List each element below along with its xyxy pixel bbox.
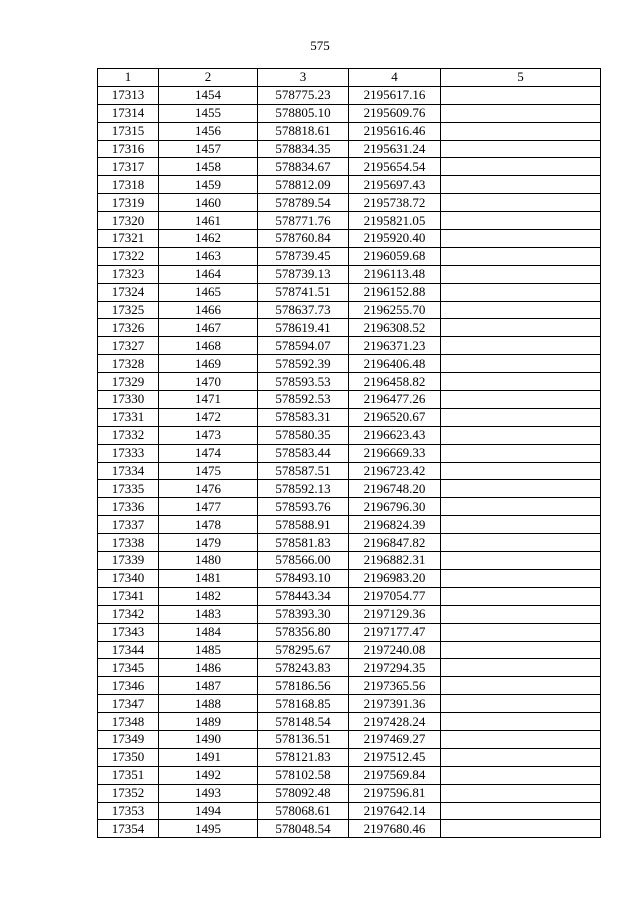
table-cell: 1480 <box>159 552 258 570</box>
table-cell: 1493 <box>159 784 258 802</box>
table-cell: 2196255.70 <box>349 301 441 319</box>
table-cell: 17349 <box>98 730 159 748</box>
table-cell: 578583.31 <box>258 408 349 426</box>
table-cell: 1470 <box>159 373 258 391</box>
table-cell <box>441 462 601 480</box>
table-row <box>98 212 601 230</box>
table-row <box>98 534 601 552</box>
table-cell: 1482 <box>159 587 258 605</box>
table-cell: 578637.73 <box>258 301 349 319</box>
table-row <box>98 426 601 444</box>
table-cell: 2197596.81 <box>349 784 441 802</box>
table-cell: 1474 <box>159 444 258 462</box>
table-cell: 17317 <box>98 158 159 176</box>
table-cell: 578834.35 <box>258 140 349 158</box>
table-cell <box>441 158 601 176</box>
table-cell <box>441 498 601 516</box>
table-cell: 17316 <box>98 140 159 158</box>
table-row <box>98 695 601 713</box>
table-cell: 1495 <box>159 820 258 838</box>
table-cell: 2196824.39 <box>349 516 441 534</box>
table-cell: 578583.44 <box>258 444 349 462</box>
table-cell: 578393.30 <box>258 605 349 623</box>
table-cell: 2196371.23 <box>349 337 441 355</box>
table-cell: 578092.48 <box>258 784 349 802</box>
table-cell: 578102.58 <box>258 766 349 784</box>
table-cell: 578593.76 <box>258 498 349 516</box>
table-cell <box>441 587 601 605</box>
table-cell: 578775.23 <box>258 86 349 104</box>
column-header: 3 <box>258 69 349 87</box>
table-cell: 17319 <box>98 194 159 212</box>
table-cell: 1463 <box>159 247 258 265</box>
table-cell: 2197177.47 <box>349 623 441 641</box>
table-cell <box>441 247 601 265</box>
table-cell: 17338 <box>98 534 159 552</box>
table-cell: 1490 <box>159 730 258 748</box>
table-cell: 1484 <box>159 623 258 641</box>
table-row <box>98 552 601 570</box>
table-cell: 2197365.56 <box>349 677 441 695</box>
table-cell: 1485 <box>159 641 258 659</box>
table-cell: 2196152.88 <box>349 283 441 301</box>
table-cell: 578580.35 <box>258 426 349 444</box>
table-cell: 578741.51 <box>258 283 349 301</box>
table-row <box>98 480 601 498</box>
table-cell <box>441 301 601 319</box>
table-cell: 1479 <box>159 534 258 552</box>
table-row <box>98 444 601 462</box>
table-cell: 2196882.31 <box>349 552 441 570</box>
table-cell: 578619.41 <box>258 319 349 337</box>
table-cell: 578168.85 <box>258 695 349 713</box>
table-cell: 17323 <box>98 265 159 283</box>
table-cell: 1454 <box>159 86 258 104</box>
table-row <box>98 623 601 641</box>
table-cell: 578592.39 <box>258 355 349 373</box>
table-cell: 1483 <box>159 605 258 623</box>
table-row <box>98 158 601 176</box>
table-cell <box>441 623 601 641</box>
table-cell: 578592.53 <box>258 391 349 409</box>
table-cell: 17346 <box>98 677 159 695</box>
table-cell: 17343 <box>98 623 159 641</box>
table-row <box>98 498 601 516</box>
table-cell: 2196847.82 <box>349 534 441 552</box>
table-cell: 17320 <box>98 212 159 230</box>
table-cell: 2197642.14 <box>349 802 441 820</box>
table-cell: 17347 <box>98 695 159 713</box>
table-cell <box>441 534 601 552</box>
table-cell <box>441 391 601 409</box>
table-cell: 2197469.27 <box>349 730 441 748</box>
table-cell: 1487 <box>159 677 258 695</box>
table-row <box>98 462 601 480</box>
table-cell <box>441 283 601 301</box>
table-cell <box>441 319 601 337</box>
table-cell <box>441 766 601 784</box>
table-row <box>98 194 601 212</box>
table-cell: 578760.84 <box>258 230 349 248</box>
table-cell: 578834.67 <box>258 158 349 176</box>
page-number: 575 <box>310 38 330 53</box>
table-row <box>98 122 601 140</box>
table-row <box>98 677 601 695</box>
table-cell: 17329 <box>98 373 159 391</box>
table-row <box>98 373 601 391</box>
table-cell <box>441 86 601 104</box>
table-row <box>98 301 601 319</box>
table-cell: 578739.45 <box>258 247 349 265</box>
table-cell: 17340 <box>98 569 159 587</box>
table-cell: 17315 <box>98 122 159 140</box>
table-cell: 2197569.84 <box>349 766 441 784</box>
table-cell: 578243.83 <box>258 659 349 677</box>
table-row <box>98 391 601 409</box>
table-cell: 578148.54 <box>258 713 349 731</box>
table-cell: 2195617.16 <box>349 86 441 104</box>
table-row <box>98 230 601 248</box>
table-cell: 17337 <box>98 516 159 534</box>
table-row <box>98 283 601 301</box>
table-row <box>98 730 601 748</box>
table-cell: 17341 <box>98 587 159 605</box>
table-cell: 578818.61 <box>258 122 349 140</box>
table-cell: 17353 <box>98 802 159 820</box>
table-cell: 1466 <box>159 301 258 319</box>
table-cell: 17335 <box>98 480 159 498</box>
table-cell: 2195654.54 <box>349 158 441 176</box>
table-cell: 2195821.05 <box>349 212 441 230</box>
column-header: 2 <box>159 69 258 87</box>
table-row <box>98 319 601 337</box>
table-cell <box>441 784 601 802</box>
table-cell <box>441 444 601 462</box>
table-cell: 578186.56 <box>258 677 349 695</box>
table-cell <box>441 140 601 158</box>
table-cell: 1491 <box>159 748 258 766</box>
table-cell: 17339 <box>98 552 159 570</box>
table-cell: 2196458.82 <box>349 373 441 391</box>
table-cell: 2196477.26 <box>349 391 441 409</box>
table-cell <box>441 677 601 695</box>
table-cell: 578771.76 <box>258 212 349 230</box>
table-cell: 1488 <box>159 695 258 713</box>
table-cell: 2195616.46 <box>349 122 441 140</box>
table-cell: 17354 <box>98 820 159 838</box>
table-row <box>98 265 601 283</box>
table-cell: 2196113.48 <box>349 265 441 283</box>
table-cell: 17321 <box>98 230 159 248</box>
table-cell: 17324 <box>98 283 159 301</box>
table-cell <box>441 194 601 212</box>
table-cell: 578587.51 <box>258 462 349 480</box>
table-cell: 17327 <box>98 337 159 355</box>
table-row <box>98 820 601 838</box>
table-row <box>98 337 601 355</box>
table-row <box>98 140 601 158</box>
table-cell: 578121.83 <box>258 748 349 766</box>
table-cell: 17336 <box>98 498 159 516</box>
table-cell: 1464 <box>159 265 258 283</box>
table-cell: 17313 <box>98 86 159 104</box>
table-cell: 1468 <box>159 337 258 355</box>
table-cell: 578592.13 <box>258 480 349 498</box>
table-cell: 17342 <box>98 605 159 623</box>
column-header: 5 <box>441 69 601 87</box>
table-cell: 578594.07 <box>258 337 349 355</box>
table-cell <box>441 122 601 140</box>
table-cell: 17314 <box>98 104 159 122</box>
table-cell: 17332 <box>98 426 159 444</box>
table-cell: 17328 <box>98 355 159 373</box>
table-cell: 17350 <box>98 748 159 766</box>
table-cell: 17322 <box>98 247 159 265</box>
table-cell: 2197294.35 <box>349 659 441 677</box>
table-cell: 578136.51 <box>258 730 349 748</box>
table-cell: 1471 <box>159 391 258 409</box>
coordinates-table <box>97 68 601 838</box>
table-cell: 1467 <box>159 319 258 337</box>
table-cell: 1469 <box>159 355 258 373</box>
table-cell: 578356.80 <box>258 623 349 641</box>
table-cell: 578581.83 <box>258 534 349 552</box>
table-cell: 17351 <box>98 766 159 784</box>
table-cell: 2197391.36 <box>349 695 441 713</box>
table-cell: 578593.53 <box>258 373 349 391</box>
table-row <box>98 641 601 659</box>
table-cell <box>441 426 601 444</box>
table-cell <box>441 516 601 534</box>
table-cell <box>441 408 601 426</box>
table-row <box>98 104 601 122</box>
table-cell: 578789.54 <box>258 194 349 212</box>
table-cell: 578805.10 <box>258 104 349 122</box>
table-row <box>98 784 601 802</box>
table-cell <box>441 480 601 498</box>
table-cell: 17330 <box>98 391 159 409</box>
table-cell <box>441 355 601 373</box>
table-cell: 578068.61 <box>258 802 349 820</box>
table-cell: 578295.67 <box>258 641 349 659</box>
table-cell <box>441 176 601 194</box>
table-cell: 17333 <box>98 444 159 462</box>
table-cell: 2196796.30 <box>349 498 441 516</box>
table-cell: 2196059.68 <box>349 247 441 265</box>
table-cell: 1476 <box>159 480 258 498</box>
table-cell: 2196983.20 <box>349 569 441 587</box>
table-cell: 578443.34 <box>258 587 349 605</box>
table-row <box>98 516 601 534</box>
table-cell: 17334 <box>98 462 159 480</box>
table-cell <box>441 212 601 230</box>
table-cell <box>441 713 601 731</box>
table-cell: 1475 <box>159 462 258 480</box>
table-cell: 17331 <box>98 408 159 426</box>
table-cell: 17318 <box>98 176 159 194</box>
table-cell: 2197512.45 <box>349 748 441 766</box>
table-cell <box>441 104 601 122</box>
table-cell: 1481 <box>159 569 258 587</box>
table-row <box>98 713 601 731</box>
table-cell: 2195631.24 <box>349 140 441 158</box>
table-cell <box>441 748 601 766</box>
table-cell: 1458 <box>159 158 258 176</box>
table-cell: 2195609.76 <box>349 104 441 122</box>
table-row <box>98 176 601 194</box>
table-cell: 2196669.33 <box>349 444 441 462</box>
table-row <box>98 355 601 373</box>
table-cell <box>441 695 601 713</box>
table-cell: 2195697.43 <box>349 176 441 194</box>
table-cell: 578812.09 <box>258 176 349 194</box>
table-cell: 17352 <box>98 784 159 802</box>
table-row <box>98 247 601 265</box>
table-cell: 578048.54 <box>258 820 349 838</box>
table-cell: 578739.13 <box>258 265 349 283</box>
table-row <box>98 748 601 766</box>
column-header: 4 <box>349 69 441 87</box>
table-cell <box>441 605 601 623</box>
table-row <box>98 587 601 605</box>
table-cell: 2197129.36 <box>349 605 441 623</box>
table-row <box>98 86 601 104</box>
table-row <box>98 569 601 587</box>
table-cell: 578588.91 <box>258 516 349 534</box>
table-cell: 1478 <box>159 516 258 534</box>
table-cell: 2195738.72 <box>349 194 441 212</box>
table-cell <box>441 337 601 355</box>
table-cell: 1492 <box>159 766 258 784</box>
table-header-row <box>98 69 601 87</box>
table-row <box>98 802 601 820</box>
table-cell: 1477 <box>159 498 258 516</box>
table-cell <box>441 820 601 838</box>
table-row <box>98 659 601 677</box>
table-cell: 2196406.48 <box>349 355 441 373</box>
table-cell: 1460 <box>159 194 258 212</box>
table-cell: 2197680.46 <box>349 820 441 838</box>
table-cell: 1486 <box>159 659 258 677</box>
table-body <box>98 86 601 837</box>
table-cell: 1465 <box>159 283 258 301</box>
table-cell: 2196623.43 <box>349 426 441 444</box>
table-cell: 17348 <box>98 713 159 731</box>
table-row <box>98 766 601 784</box>
table-cell <box>441 569 601 587</box>
table-cell: 17345 <box>98 659 159 677</box>
table-cell: 1459 <box>159 176 258 194</box>
table-cell <box>441 730 601 748</box>
table-cell: 2196520.67 <box>349 408 441 426</box>
table-cell <box>441 641 601 659</box>
table-cell: 1473 <box>159 426 258 444</box>
table-cell: 2196723.42 <box>349 462 441 480</box>
table-cell <box>441 265 601 283</box>
table-cell: 578493.10 <box>258 569 349 587</box>
table-cell: 578566.00 <box>258 552 349 570</box>
table-cell: 1457 <box>159 140 258 158</box>
table-cell: 2196308.52 <box>349 319 441 337</box>
table-cell <box>441 802 601 820</box>
table-cell: 1472 <box>159 408 258 426</box>
column-header: 1 <box>98 69 159 87</box>
table-cell: 17325 <box>98 301 159 319</box>
table-cell: 2195920.40 <box>349 230 441 248</box>
table-row <box>98 408 601 426</box>
table-cell: 2197428.24 <box>349 713 441 731</box>
table-cell: 1462 <box>159 230 258 248</box>
table-cell: 17326 <box>98 319 159 337</box>
table-cell <box>441 659 601 677</box>
table-cell: 2197054.77 <box>349 587 441 605</box>
table-cell: 1494 <box>159 802 258 820</box>
table-cell: 1455 <box>159 104 258 122</box>
table-cell: 2197240.08 <box>349 641 441 659</box>
table-cell: 1461 <box>159 212 258 230</box>
table-cell <box>441 373 601 391</box>
table-row <box>98 605 601 623</box>
table-cell: 1456 <box>159 122 258 140</box>
table-cell: 17344 <box>98 641 159 659</box>
table-cell: 1489 <box>159 713 258 731</box>
table-cell: 2196748.20 <box>349 480 441 498</box>
table-cell <box>441 552 601 570</box>
table-cell <box>441 230 601 248</box>
